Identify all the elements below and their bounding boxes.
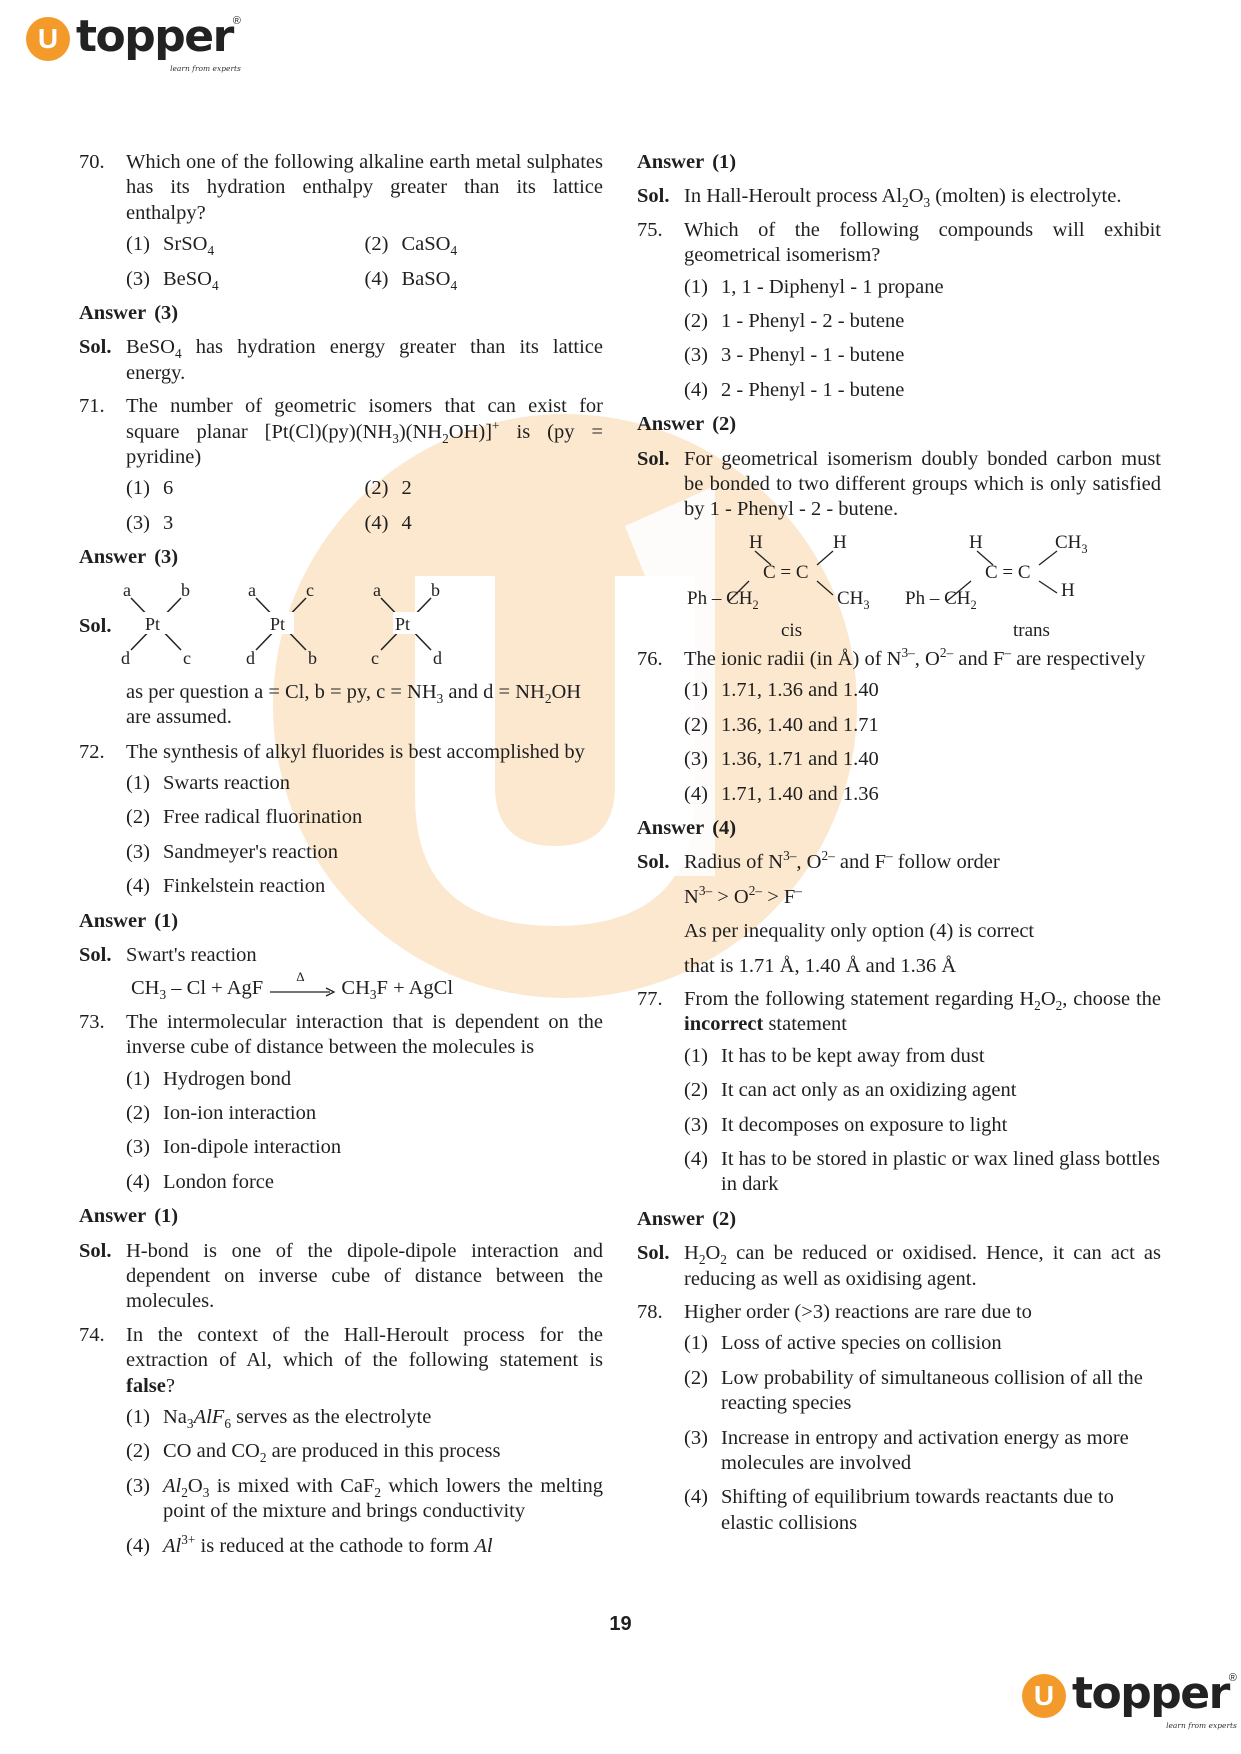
question-74: 74. In the context of the Hall-Heroult process for the extraction of Al, which of the following statement is false? — [79, 1323, 603, 1397]
struct-label: Pt — [395, 613, 411, 634]
question-text: Which one of the following alkaline earth metal sulphates has its hydration enthalpy greater than its lattice enthalpy? — [126, 151, 603, 224]
left-column — [79, 146, 603, 1568]
answer-70: Answer (3) — [79, 302, 179, 325]
option-3: (3) Ion-dipole interaction — [126, 1136, 342, 1159]
brand-tagline: learn from experts — [1166, 1720, 1237, 1730]
registered-mark: ® — [232, 15, 241, 27]
option-2: (2) Low probability of simultaneous collision of all the reacting species — [684, 1366, 1143, 1415]
question-text: Higher order (>3) reactions are rare due to — [684, 1301, 1032, 1323]
topper-logo-bottom — [1022, 1668, 1237, 1730]
options-77 — [684, 1044, 1161, 1198]
question-70 — [79, 150, 603, 226]
reaction-arrow-icon — [268, 968, 336, 997]
solution-70: Sol. BeSO$_4$ has hydration energy greater than its lattice energy. — [79, 336, 603, 384]
solution-71-note: as per question a = Cl, b = py, $c = NH_3$ and $d = NH_2OH$ are assumed. — [126, 680, 582, 729]
option-3: (3) 1.36, 1.71 and 1.40 — [684, 748, 879, 771]
solution-72: Sol. Swart's reaction — [79, 943, 257, 966]
option-1: (1) Hydrogen bond — [126, 1067, 292, 1090]
options-74 — [126, 1405, 603, 1559]
question-number: 76. — [637, 647, 663, 670]
question-text: Which of the following compounds will exhibit geometrical isomerism? — [684, 218, 1161, 267]
cis-trans-structures: H C = C H Ph – $CH_2$ $CH_3$ cis H C = C $CH_3$ Ph – $CH_2$ H trans — [637, 531, 1161, 643]
option-2: (2) Free radical fluorination — [126, 806, 363, 829]
option-4: (4) $Al^{3+}$ is reduced at the cathode to form Al — [126, 1531, 493, 1557]
answer-75: Answer (2) — [637, 413, 737, 436]
question-number: 74. — [79, 1323, 105, 1346]
question-number: 70. — [79, 151, 105, 173]
question-number: 77. — [637, 987, 663, 1010]
option-4: (4) BaSO$_4$ — [364, 267, 458, 293]
answer-72: Answer (1) — [79, 909, 179, 932]
option-4: (4) London force — [126, 1170, 274, 1193]
delta-symbol: Δ — [296, 968, 305, 984]
struct-label: Pt — [145, 613, 161, 634]
struct-label: d — [433, 647, 442, 668]
question-number: 75. — [637, 218, 663, 241]
struct-label: b — [431, 579, 440, 600]
option-2: (2) 1 - Phenyl - 2 - butene — [684, 310, 905, 333]
question-text: The synthesis of alkyl fluorides is best accomplished by — [126, 740, 585, 763]
options-72 — [126, 771, 603, 900]
page-number: 19 — [609, 1613, 632, 1635]
option-2: (2) CO and $CO_2$ are produced in this process — [126, 1440, 501, 1466]
question-73 — [79, 1010, 603, 1061]
solution-73: Sol. H-bond is one of the dipole-dipole interaction and dependent on inverse cube of distance between the molecules. — [79, 1239, 603, 1313]
registered-mark: ® — [1228, 1672, 1237, 1684]
solution-74: Sol. In Hall-Heroult process $Al_2O_3$ (molten) is electrolyte. — [637, 185, 1122, 211]
struct-label: Pt — [270, 613, 286, 634]
option-4: (4) 1.71, 1.40 and 1.36 — [684, 782, 879, 805]
option-3: (3) 3 - Phenyl - 1 - butene — [684, 344, 905, 367]
reaction-equation: $CH_3$ – Cl + AgF Δ $CH_3F$ + AgCl — [131, 968, 454, 1003]
question-text: The intermolecular interaction that is dependent on the inverse cube of distance between the molecules is — [126, 1010, 603, 1059]
options-75 — [684, 275, 1161, 404]
option-4: (4) Shifting of equilibrium towards reactants due to elastic collisions — [684, 1486, 1114, 1534]
struct-label: c — [183, 647, 191, 668]
option-3: (3) Increase in entropy and activation energy as more molecules are involved — [684, 1426, 1129, 1475]
answer-73: Answer (1) — [79, 1205, 179, 1228]
option-3: (3) It decomposes on exposure to light — [684, 1113, 1008, 1136]
brand-name: topper — [76, 11, 233, 62]
trans-label: trans — [1013, 619, 1050, 641]
cis-label: cis — [781, 619, 803, 641]
option-4: (4) 2 - Phenyl - 1 - butene — [684, 378, 905, 401]
sol-label: Sol. — [79, 614, 112, 637]
topper-badge-icon: U — [26, 17, 70, 61]
options-78 — [684, 1331, 1161, 1536]
option-3: (3) 3 — [126, 511, 174, 534]
answer-77: Answer (2) — [637, 1207, 737, 1230]
option-3: (3) $Al_2O_3$ is mixed with CaF$_2$ which lowers the melting point of the mixture and brings conductivity — [126, 1474, 603, 1523]
option-2: (2) It can act only as an oxidizing agent — [684, 1079, 1017, 1102]
option-3: (3) Sandmeyer's reaction — [126, 840, 339, 863]
struct-label: d — [246, 647, 255, 668]
question-number: 78. — [637, 1301, 663, 1323]
isomer-diagram — [79, 580, 603, 672]
struct-label: a — [123, 579, 131, 600]
answer-71: Answer (3) — [79, 546, 179, 569]
option-4: (4) Finkelstein reaction — [126, 875, 326, 898]
option-4: (4) It has to be stored in plastic or wax lined glass bottles in dark — [684, 1147, 1160, 1196]
pt-isomer-structures — [79, 580, 603, 672]
struct-label: a — [248, 579, 256, 600]
option-3: (3) BeSO$_4$ — [126, 267, 219, 293]
struct-label: c — [306, 579, 314, 600]
question-number: 71. — [79, 395, 105, 418]
option-2: (2) CaSO$_4$ — [364, 233, 458, 259]
solution-76: Sol. Radius of $N^{3-}$, $O^{2-}$ and F– follow order $N^{3-} > O^{2-} > F^-$ As per inequality only option (4) is correct that is 1.71 Å, 1.40 Å and 1.36 Å — [637, 848, 1035, 977]
question-77: 77. From the following statement regarding $H_2O_2$, choose the incorrect statement — [637, 987, 1161, 1036]
struct-label: b — [308, 647, 317, 668]
question-number: 72. — [79, 740, 105, 763]
solution-75: Sol. For geometrical isomerism doubly bonded carbon must be bonded to two different groups which is only satisfied by 1 - Phenyl - 2 - butene. — [637, 447, 1161, 521]
option-2: (2) Ion-ion interaction — [126, 1101, 317, 1124]
options-70 — [126, 232, 603, 292]
option-1: (1) It has to be kept away from dust — [684, 1044, 985, 1067]
question-71: 71. The number of geometric isomers that can exist for square planar $[Pt(Cl)(py)(NH_3)(NH_2OH)]^+$ is (py = pyridine) — [79, 395, 603, 469]
option-1: (1) Swarts reaction — [126, 771, 290, 794]
option-1: (1) 6 — [126, 477, 174, 500]
struct-label: b — [181, 579, 190, 600]
struct-label: a — [373, 579, 381, 600]
option-2: (2) 2 — [364, 477, 412, 500]
option-1: (1) Loss of active species on collision — [684, 1332, 1002, 1355]
topper-logo-top — [26, 11, 241, 73]
topper-badge-icon: U — [1022, 1674, 1066, 1718]
question-75 — [637, 218, 1161, 269]
struct-label: c — [371, 647, 379, 668]
option-2: (2) 1.36, 1.40 and 1.71 — [684, 713, 879, 736]
answer-74: Answer (1) — [637, 151, 737, 173]
brand-name: topper — [1072, 1668, 1229, 1719]
question-76: 76. The ionic radii (in Å) of $N^{3-}$, $O^{2-}$ and F– are respectively — [637, 647, 1161, 672]
option-1: (1) 1, 1 - Diphenyl - 1 propane — [684, 275, 944, 298]
question-78 — [637, 1300, 1161, 1325]
options-73 — [126, 1067, 603, 1196]
options-71 — [126, 476, 603, 536]
right-column — [637, 146, 1161, 1545]
struct-label: d — [121, 647, 130, 668]
options-76 — [684, 678, 1161, 807]
option-4: (4) 4 — [364, 511, 412, 534]
option-1: (1) $Na_3AlF_6$ serves as the electrolyte — [126, 1406, 432, 1432]
option-1: (1) SrSO$_4$ — [126, 233, 215, 259]
option-1: (1) 1.71, 1.36 and 1.40 — [684, 679, 879, 702]
question-number: 73. — [79, 1010, 105, 1033]
brand-tagline: learn from experts — [170, 63, 241, 73]
solution-77: Sol. $H_2O_2$ can be reduced or oxidised. Hence, it can act as reducing as well as oxidising agent. — [637, 1242, 1161, 1290]
question-72 — [79, 740, 603, 765]
answer-76: Answer (4) — [637, 816, 737, 839]
